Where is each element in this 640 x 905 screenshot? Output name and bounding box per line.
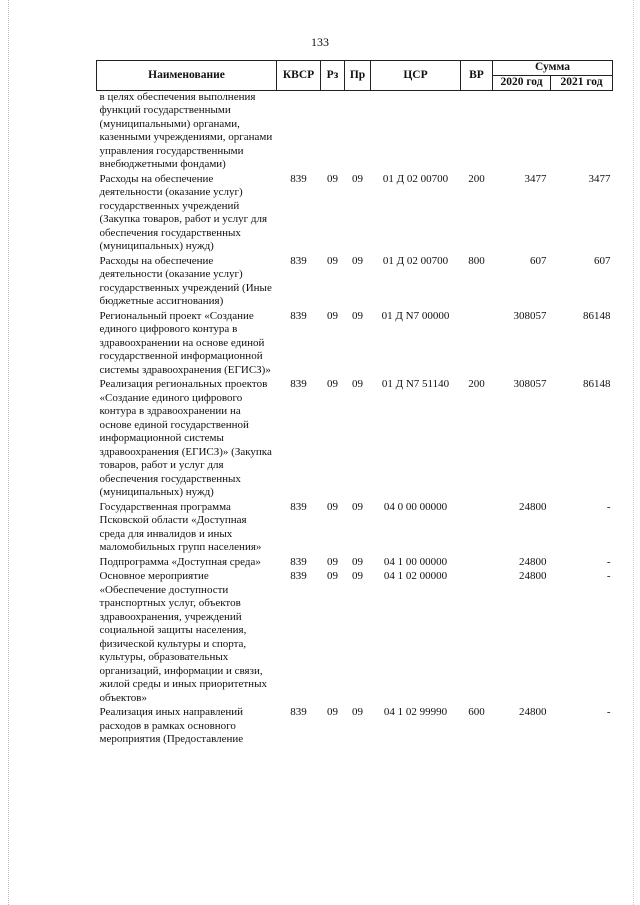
row-rz: 09 — [327, 309, 338, 322]
header-year-2021: 2021 год — [551, 75, 613, 90]
row-rz: 09 — [327, 500, 338, 513]
scan-edge-right — [633, 0, 634, 905]
row-name: Основное мероприятие «Обеспечение доступности транспортных услуг, объектов здравоохранения, учреждений социальной защиты населения, физической культуры и спорта, культуры, образовательных организаций, информации и связи, жилой среды и иных приоритетных объектов» — [99, 570, 267, 704]
row-csr: 01 Д 02 00700 — [382, 172, 449, 185]
table-row — [97, 706, 613, 748]
row-sum-2020: 3477 — [524, 172, 547, 185]
row-name: Региональный проект «Создание единого цифрового контура в здравоохранении на основе единой государственной информационной системы здравоохранения (ЕГИСЗ)» — [99, 309, 271, 376]
row-csr: 04 1 02 00000 — [383, 570, 448, 582]
row-name: Расходы на обеспечение деятельности (оказание услуг) государственных учреждений (Закупка товаров, работ и услуг для обеспечения государственных (муниципальных) нужд) — [99, 172, 268, 252]
row-kvsr: 839 — [290, 706, 307, 718]
row-kvsr: 839 — [290, 309, 307, 322]
row-csr: 04 1 00 00000 — [383, 555, 448, 568]
row-sum-2020: 308057 — [513, 378, 547, 390]
row-sum-2020: 24800 — [519, 570, 547, 582]
row-vr: 200 — [468, 172, 485, 185]
row-pr: 09 — [352, 570, 363, 582]
scan-edge-left — [8, 0, 9, 905]
row-sum-2021: 86148 — [583, 309, 611, 322]
row-pr: 09 — [352, 172, 363, 185]
row-csr — [371, 90, 461, 173]
row-kvsr — [277, 90, 321, 173]
row-kvsr: 839 — [290, 500, 307, 513]
row-sum-2020: 24800 — [519, 706, 547, 718]
table-row — [97, 90, 613, 173]
row-kvsr: 839 — [290, 378, 307, 390]
row-sum-2020 — [493, 90, 551, 173]
row-csr: 01 Д N7 51140 — [381, 378, 450, 390]
row-sum-2020: 24800 — [519, 500, 547, 513]
row-pr: 09 — [352, 555, 363, 568]
row-csr: 01 Д 02 00700 — [382, 254, 449, 267]
row-vr — [461, 556, 493, 571]
table-row — [97, 570, 613, 706]
row-kvsr: 839 — [290, 570, 307, 582]
row-sum-2021: - — [606, 706, 611, 718]
row-sum-2020: 24800 — [519, 555, 547, 568]
row-name: в целях обеспечения выполнения функций государственными (муниципальными) органами, казенными учреждениями, органами управления государственными внебюджетными фондами) — [99, 90, 273, 170]
row-rz: 09 — [327, 172, 338, 185]
row-rz: 09 — [327, 555, 338, 568]
table-row — [97, 501, 613, 556]
row-sum-2021: - — [606, 555, 611, 568]
row-pr: 09 — [352, 254, 363, 267]
row-pr: 09 — [352, 500, 363, 513]
row-csr: 04 1 02 99990 — [383, 706, 448, 718]
row-pr: 09 — [352, 309, 363, 322]
row-sum-2020: 308057 — [513, 309, 547, 322]
row-name: Подпрограмма «Доступная среда» — [99, 555, 261, 568]
row-rz: 09 — [327, 706, 338, 718]
row-sum-2021: 86148 — [583, 378, 611, 390]
table-row — [97, 255, 613, 310]
row-sum-2021: - — [606, 500, 611, 513]
header-rz: Рз — [321, 61, 345, 91]
row-vr: 200 — [468, 378, 485, 390]
table-row — [97, 173, 613, 255]
row-pr: 09 — [352, 706, 363, 718]
row-pr — [345, 90, 371, 173]
row-vr: 800 — [468, 254, 485, 267]
row-sum-2021: - — [606, 570, 611, 582]
header-name: Наименование — [97, 61, 277, 91]
row-name: Расходы на обеспечение деятельности (оказание услуг) государственных учреждений (Иные бюджетные ассигнования) — [99, 254, 272, 307]
table-row — [97, 310, 613, 379]
row-vr: 600 — [468, 706, 485, 718]
row-vr — [461, 570, 493, 706]
row-name: Реализация региональных проектов «Создание единого цифрового контура в здравоохранении на основе единой государственной информационной системы здравоохранения (ЕГИСЗ)» (Закупка товаров, работ и услуг для обеспечения государственных (муниципальных) нужд) — [99, 378, 272, 498]
row-kvsr: 839 — [290, 254, 307, 267]
table-row — [97, 378, 613, 501]
header-kvsr: КВСР — [277, 61, 321, 91]
row-kvsr: 839 — [290, 172, 307, 185]
row-csr: 04 0 00 00000 — [383, 500, 448, 513]
row-kvsr: 839 — [290, 555, 307, 568]
row-name: Реализация иных направлений расходов в рамках основного мероприятия (Предоставление — [99, 706, 244, 745]
header-csr: ЦСР — [371, 61, 461, 91]
row-pr: 09 — [352, 378, 363, 390]
row-name: Государственная программа Псковской области «Доступная среда для инвалидов и иных маломобильных групп населения» — [99, 500, 262, 553]
row-rz: 09 — [327, 570, 338, 582]
row-sum-2021: 607 — [594, 254, 611, 267]
row-rz — [321, 90, 345, 173]
header-summa: Сумма — [493, 61, 613, 76]
row-sum-2021: 3477 — [588, 172, 611, 185]
header-vr: ВР — [461, 61, 493, 91]
row-sum-2020: 607 — [530, 254, 547, 267]
page-number: 133 — [311, 35, 329, 49]
row-vr — [461, 90, 493, 173]
row-rz: 09 — [327, 378, 338, 390]
row-vr — [461, 310, 493, 379]
header-year-2020: 2020 год — [493, 75, 551, 90]
row-sum-2021 — [551, 90, 613, 173]
budget-table — [96, 60, 613, 748]
row-rz: 09 — [327, 254, 338, 267]
row-vr — [461, 501, 493, 556]
table-row — [97, 556, 613, 571]
header-pr: Пр — [345, 61, 371, 91]
row-csr: 01 Д N7 00000 — [381, 309, 450, 322]
